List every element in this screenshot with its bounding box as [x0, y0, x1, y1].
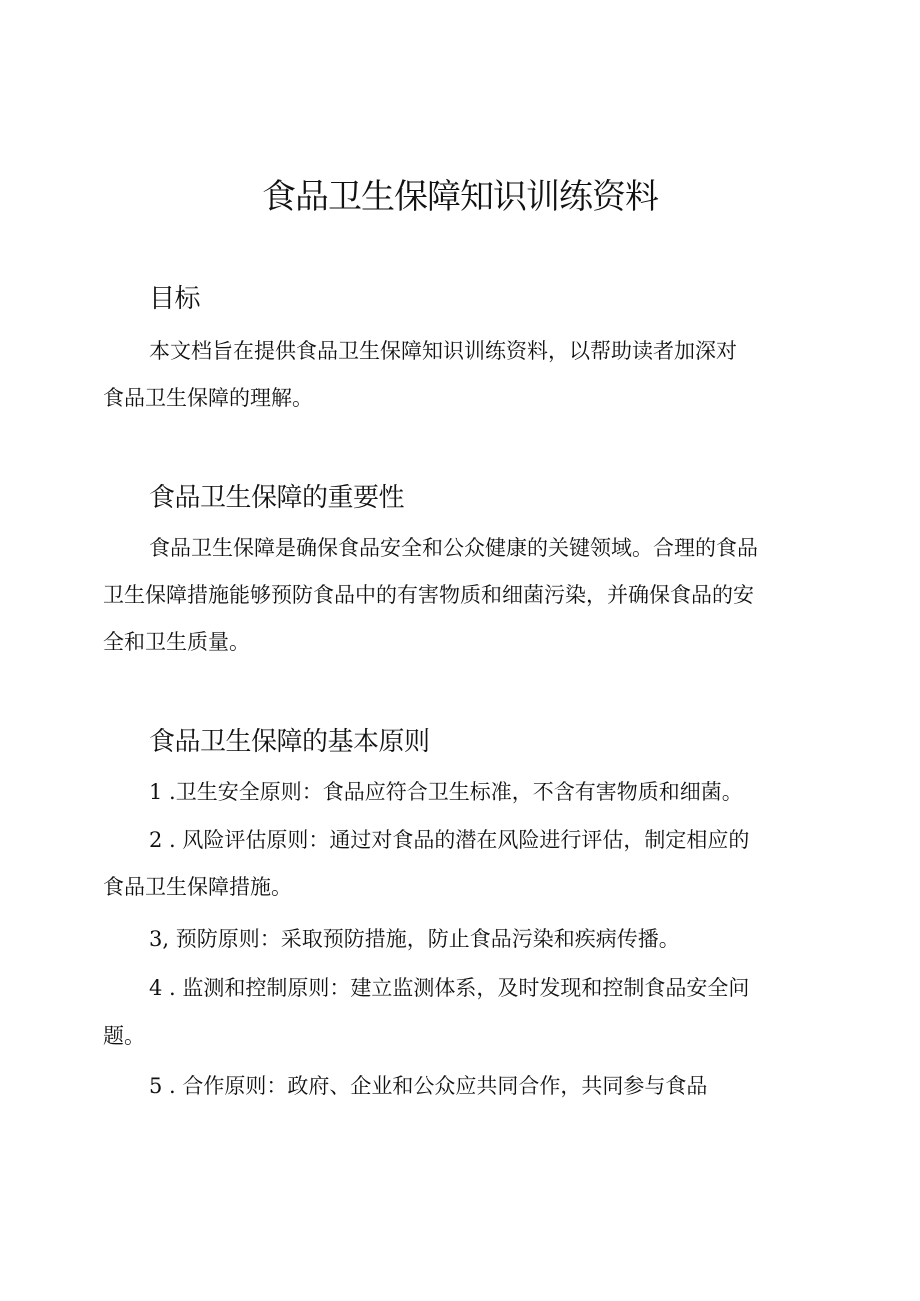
list-item: 3, 预防原则：采取预防措施，防止食品污染和疾病传播。: [149, 927, 680, 951]
paragraph-line: 卫生保障措施能够预防食品中的有害物质和细菌污染，并确保食品的安: [103, 583, 754, 607]
list-item-continuation: 食品卫生保障措施。: [103, 875, 292, 899]
paragraph-line: 食品卫生保障的理解。: [103, 386, 313, 410]
section-heading-importance: 食品卫生保障的重要性: [149, 483, 405, 513]
section-heading-goal: 目标: [149, 284, 201, 314]
section-heading-principles: 食品卫生保障的基本原则: [149, 727, 430, 757]
list-item: 2 . 风险评估原则：通过对食品的潜在风险进行评估，制定相应的: [149, 828, 750, 852]
document-title: 食品卫生保障知识训练资料: [262, 177, 658, 217]
list-item: 5 . 合作原则：政府、企业和公众应共同合作，共同参与食品: [149, 1074, 708, 1098]
list-item: 1 .卫生安全原则：食品应符合卫生标准，不含有害物质和细菌。: [149, 780, 743, 804]
paragraph-line: 全和卫生质量。: [103, 630, 250, 654]
list-item-continuation: 题。: [103, 1024, 145, 1048]
paragraph-line: 食品卫生保障是确保食品安全和公众健康的关键领域。合理的食品: [149, 536, 758, 560]
paragraph-line: 本文档旨在提供食品卫生保障知识训练资料，以帮助读者加深对: [149, 339, 737, 363]
list-item: 4 . 监测和控制原则：建立监测体系，及时发现和控制食品安全问: [149, 976, 750, 1000]
